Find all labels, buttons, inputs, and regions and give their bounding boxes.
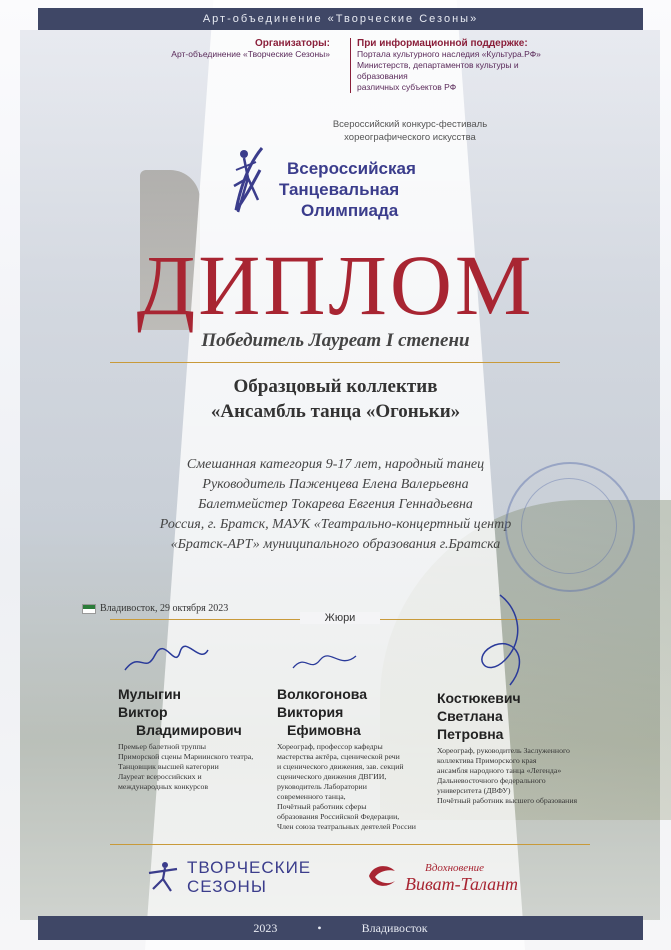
details-line: Россия, г. Братск, МАУК «Театрально-концертный центр [159,517,512,532]
organizers-label: Организаторы: [254,38,330,49]
desc-line: Член союза театральных деятелей России [277,822,416,831]
jury-name: Костюкевич [437,690,521,706]
support-line: различных субъектов РФ [357,82,457,92]
signature-volkogonova [290,648,360,678]
flag-icon [82,604,96,614]
signature-mulygin [120,640,210,680]
diploma-title: ДИПЛОМ [136,237,535,333]
footer-bar [38,916,643,940]
bottom-divider [110,844,590,845]
jury-member [118,685,293,792]
desc-line: коллектива Приморского края [437,756,537,765]
ts-line: ТВОРЧЕСКИЕ [187,858,312,877]
desc-line: руководитель Лаборатории [277,782,367,791]
desc-line: образования Российской Федерации, [277,812,400,821]
logo-line: Танцевальная [279,180,400,199]
details-line: Смешанная категория 9-17 лет, народный танец [186,457,485,472]
header-text: Арт-объединение «Творческие Сезоны» [202,13,479,25]
award-level: Победитель Лауреат I степени [201,330,470,351]
jury-description [118,742,293,792]
desc-line: мастерства актёра, сценической речи [277,752,400,761]
desc-line: Почётный работник высшего образования [437,796,578,805]
desc-line: Премьер балетной труппы [118,742,207,751]
details-line: «Братск-АРТ» муниципального образования г.Братска [170,537,501,552]
desc-line: Лауреат всероссийских и [118,772,202,781]
jury-description [437,746,612,806]
vt-line: Вдохновение [425,862,485,874]
jury-label: Жюри [300,612,380,624]
footer-separator: • [317,920,322,935]
desc-line: Хореограф, профессор кафедры [277,742,383,751]
header-bar [38,8,643,30]
jury-member [437,689,612,806]
divider [110,362,560,363]
organizers-block [160,38,330,60]
contest-line: хореографического искусства [344,132,476,143]
desc-line: Танцовщик высшей категории [118,762,219,771]
details-line: Руководитель Паженцева Елена Валерьевна [202,477,469,492]
collective-line: «Ансамбль танца «Огоньки» [210,401,461,422]
desc-line: Почётный работник сферы [277,802,367,811]
jury-name: Петровна [437,726,504,742]
desc-line: международных конкурсов [118,782,209,791]
vivat-emblem-icon [365,861,399,891]
logo-text [279,158,416,221]
jury-member [277,685,452,832]
desc-line: сценического движения ДВГИИ, [277,772,387,781]
jury-name: Волкогонова [277,686,367,702]
vivat-talant-logo [365,860,518,892]
desc-line: Дальневосточного федерального [437,776,546,785]
desc-line: Приморской сцены Мариинского театра, [118,752,254,761]
desc-line: и сценического движения, зав. секций [277,762,404,771]
collective-name [0,374,671,424]
desc-line: Хореограф, руководитель Заслуженного [437,746,570,755]
desc-line: ансамбля народного танца «Легенда» [437,766,562,775]
logo-line: Олимпиада [301,201,399,220]
seal-stamp [505,462,635,592]
support-block [350,38,567,93]
desc-line: современного танца, [277,792,346,801]
vt-line: Виват-Талант [405,874,519,894]
support-line: Портала культурного наследия «Культура.РФ» [357,49,541,59]
olympiad-logo [222,140,452,230]
jury-name: Ефимовна [287,722,361,738]
ts-line: СЕЗОНЫ [187,877,267,896]
details-line: Балетмейстер Токарева Евгения Геннадьевна [198,497,473,512]
dancer-icon [145,859,181,895]
jury-name: Владимирович [136,722,242,738]
support-label: При информационной поддержке: [357,38,528,49]
tvorcheskie-sezony-logo [145,858,311,896]
jury-name: Виктория [277,704,344,720]
desc-line: университета (ДВФУ) [437,786,511,795]
footer-year: 2023 [253,920,278,935]
support-line: Министерств, департаментов культуры и образования [357,60,519,81]
jury-name: Светлана [437,708,503,724]
logo-line: Всероссийская [287,159,416,178]
jury-description [277,742,452,832]
collective-line: Образцовый коллектив [233,376,438,397]
place-date-text: Владивосток, 29 октября 2023 [100,603,229,614]
organizers-name: Арт-объединение «Творческие Сезоны» [171,49,330,59]
contest-line: Всероссийский конкурс-фестиваль [332,119,488,130]
jury-name: Виктор [118,704,168,720]
place-date [82,603,228,614]
signature-kostyukevich [460,590,540,690]
jury-name: Мулыгин [118,686,182,702]
footer-city: Владивосток [361,920,428,935]
